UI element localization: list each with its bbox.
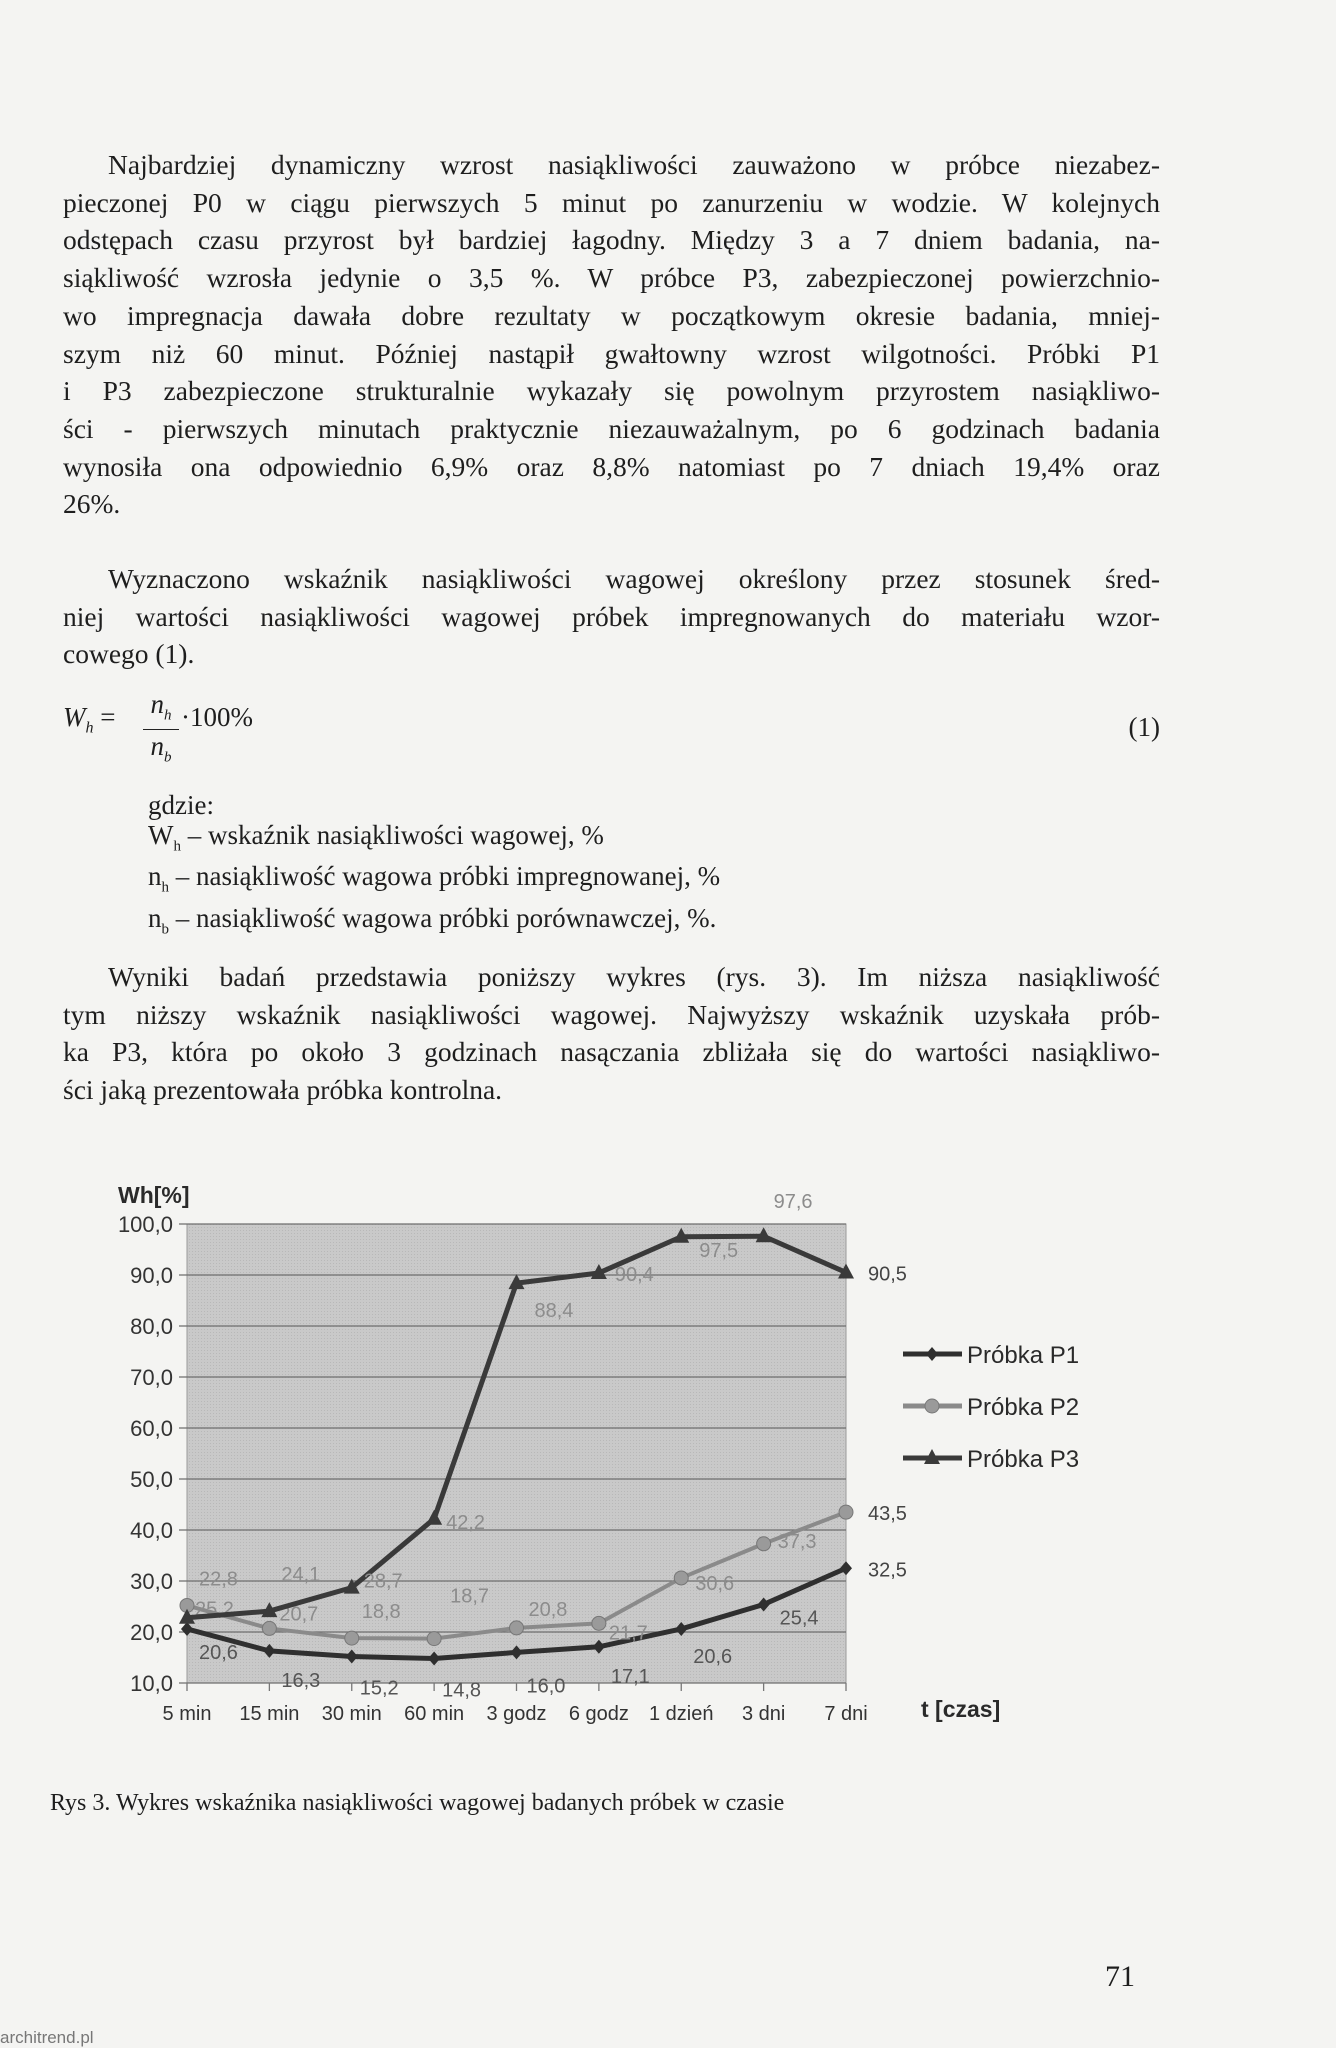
text-line: cowego (1). (63, 638, 195, 670)
equation-multiplier: ·100% (181, 702, 253, 732)
text-line: niej wartości nasiąkliwości wagowej próbek impregnowanych do materiału wzor- (63, 600, 1160, 632)
data-label: 25,4 (779, 1607, 819, 1630)
data-label: 42,2 (446, 1511, 486, 1534)
data-label: 21,7 (608, 1622, 648, 1645)
y-tick-label: 10,0 (130, 1671, 173, 1696)
x-axis-title: t [czas] (921, 1696, 1001, 1722)
circle-marker-icon (262, 1621, 276, 1635)
circle-marker-icon (757, 1537, 771, 1551)
data-label: 43,5 (868, 1503, 907, 1526)
y-tick-label: 100,0 (117, 1212, 173, 1237)
legend-label: Próbka P3 (967, 1446, 1080, 1473)
y-tick-label: 70,0 (130, 1365, 173, 1390)
data-label: 97,6 (773, 1191, 813, 1214)
data-label: 18,7 (450, 1585, 490, 1608)
y-tick-label: 30,0 (130, 1569, 173, 1594)
y-tick-label: 60,0 (130, 1416, 173, 1441)
paragraph-results-intro (63, 146, 1160, 523)
y-tick-label: 80,0 (130, 1314, 173, 1339)
data-label: 16,0 (526, 1675, 566, 1698)
y-tick-label: 50,0 (130, 1467, 173, 1492)
text-line: ka P3, która po około 3 godzinach nasączania zbliżała się do wartości nasiąkliwo- (63, 1036, 1160, 1068)
equation-number: (1) (1128, 712, 1160, 742)
data-label: 32,5 (868, 1559, 907, 1582)
x-tick-label: 5 min (162, 1703, 212, 1725)
equation-lhs: $W_h$ = (63, 702, 116, 737)
where-label: gdzie: (148, 790, 214, 820)
circle-marker-icon (427, 1632, 441, 1646)
data-label: 20,8 (528, 1598, 568, 1621)
circle-marker-icon (839, 1505, 853, 1519)
y-axis-title: Wh[%] (118, 1182, 190, 1208)
data-label: 22,8 (199, 1568, 238, 1591)
text-line: Najbardziej dynamiczny wzrost nasiąkliwości zauważono w próbce niezabez- (108, 149, 1160, 180)
text-line: wynosiła ona odpowiednio 6,9% oraz 8,8% natomiast po 7 dniach 19,4% oraz (63, 450, 1160, 482)
text-line: wo impregnacja dawała dobre rezultaty w początkowym okresie badania, mniej- (63, 299, 1160, 331)
text-line: odstępach czasu przyrost był bardziej łagodny. Między 3 a 7 dniem badania, na- (63, 224, 1160, 256)
x-tick-label: 3 godz (486, 1703, 547, 1725)
circle-marker-icon (925, 1399, 939, 1413)
water-absorption-index-chart (60, 1170, 1160, 1760)
circle-marker-icon (345, 1631, 359, 1645)
x-tick-label: 6 godz (568, 1703, 629, 1725)
data-label: 97,5 (699, 1239, 739, 1262)
legend-label: Próbka P1 (967, 1342, 1080, 1369)
data-label: 20,6 (693, 1645, 733, 1668)
data-label: 37,3 (777, 1530, 817, 1553)
diamond-marker-icon (926, 1347, 938, 1361)
paragraph-chart-discussion (63, 958, 1160, 1109)
data-label: 24,1 (281, 1564, 321, 1587)
data-label: 90,4 (614, 1263, 654, 1286)
legend-label: Próbka P2 (967, 1394, 1080, 1421)
data-label: 25,2 (195, 1598, 234, 1621)
watermark: architrend.pl (0, 2028, 94, 2047)
data-label: 88,4 (534, 1300, 574, 1323)
circle-marker-icon (592, 1616, 606, 1630)
text-line: ści jaką prezentowała próbka kontrolna. (63, 1074, 503, 1106)
text-line: ści - pierwszych minutach praktycznie niezauważalnym, po 6 godzinach badania (63, 412, 1160, 444)
paragraph-index-definition (63, 560, 1160, 673)
text-line: pieczonej P0 w ciągu pierwszych 5 minut po zanurzeniu w wodzie. W kolejnych (63, 186, 1160, 218)
x-tick-label: 30 min (321, 1703, 382, 1725)
equation-fraction: $\frac{n_h}{n_b}$ (143, 690, 179, 774)
variable-definitions (148, 790, 720, 944)
text-line: szym niż 60 minut. Później nastąpił gwałtowny wzrost wilgotności. Próbki P1 (63, 337, 1160, 369)
text-line: siąkliwość wzrosła jedynie o 3,5 %. W próbce P3, zabezpieczonej powierzchnio- (63, 262, 1160, 294)
y-tick-label: 90,0 (130, 1263, 173, 1288)
circle-marker-icon (510, 1621, 524, 1635)
x-tick-label: 3 dni (741, 1703, 786, 1725)
equation-1 (63, 689, 1160, 766)
x-tick-label: 7 dni (824, 1703, 868, 1725)
data-label: 14,8 (442, 1679, 482, 1702)
page-number: 71 (1105, 1960, 1135, 1993)
data-label: 17,1 (610, 1665, 650, 1688)
data-label: 20,6 (199, 1641, 238, 1664)
data-label: 20,7 (279, 1603, 319, 1626)
text-line: Wyniki badań przedstawia poniższy wykres (rys. 3). Im niższa nasiąkliwość (108, 961, 1160, 992)
x-tick-label: 60 min (404, 1703, 465, 1725)
definition-item: $n_b$ – nasiąkliwość wagowa próbki porównawczej, %. (148, 902, 717, 938)
data-label: 90,5 (868, 1263, 907, 1286)
figure-caption: Rys 3. Wykres wskaźnika nasiąkliwości wagowej badanych próbek w czasie (50, 1790, 785, 1816)
data-label: 28,7 (363, 1570, 403, 1593)
data-label: 15,2 (359, 1677, 399, 1700)
definition-item: $W_h$ – wskaźnik nasiąkliwości wagowej, % (148, 820, 604, 855)
x-tick-label: 15 min (239, 1703, 300, 1725)
text-line: Wyznaczono wskaźnik nasiąkliwości wagowej określony przez stosunek śred- (108, 563, 1160, 594)
data-label: 16,3 (281, 1669, 321, 1692)
data-label: 30,6 (695, 1572, 735, 1595)
y-tick-label: 40,0 (130, 1518, 173, 1543)
x-tick-label: 1 dzień (649, 1703, 714, 1725)
text-line: i P3 zabezpieczone strukturalnie wykazały się powolnym przyrostem nasiąkliwo- (63, 375, 1160, 407)
data-label: 18,8 (361, 1601, 401, 1624)
text-line: 26%. (63, 488, 121, 520)
text-line: tym niższy wskaźnik nasiąkliwości wagowej. Najwyższy wskaźnik uzyskała prób- (63, 998, 1160, 1030)
definition-item: $n_h$ – nasiąkliwość wagowa próbki impregnowanej, % (148, 861, 721, 896)
y-tick-label: 20,0 (130, 1620, 173, 1645)
circle-marker-icon (674, 1571, 688, 1585)
